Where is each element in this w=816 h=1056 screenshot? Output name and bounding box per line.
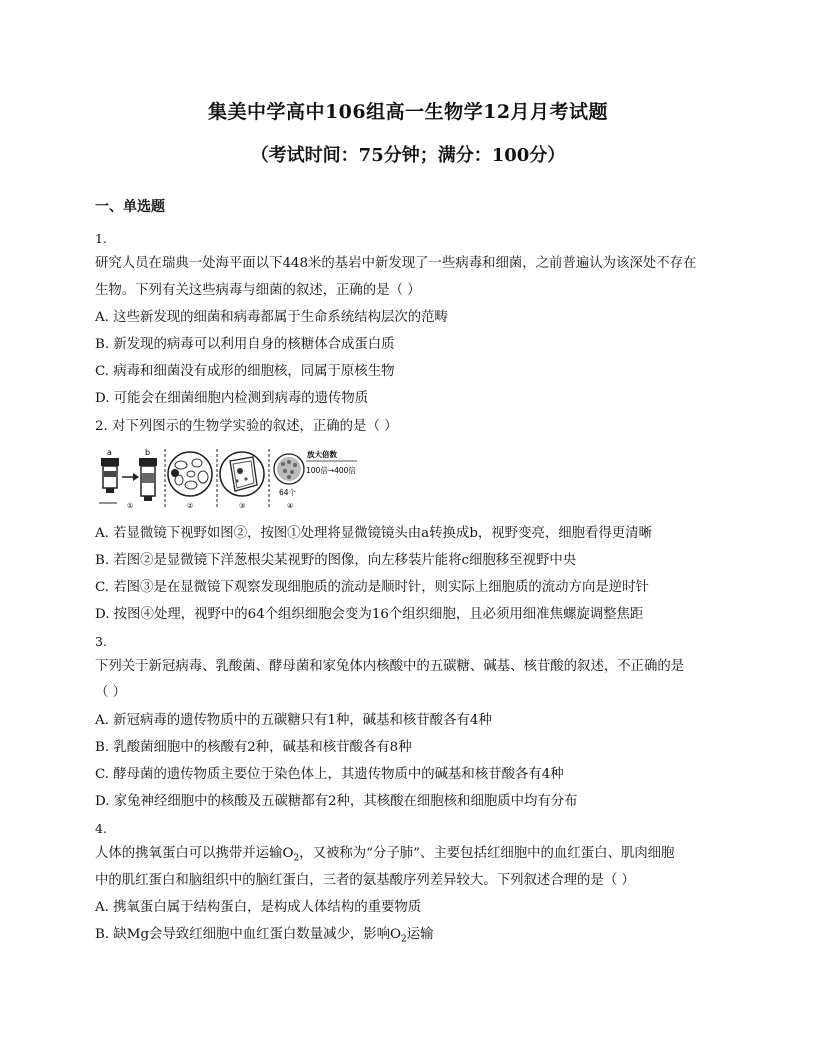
label-b: b [145,448,151,457]
panel-1-number: ① [127,502,134,509]
q1-stem-line1: 研究人员在瑞典一处海平面以下448米的基岩中新发现了一些病毒和细菌，之前普遍认为该深处不存在 [95,256,697,271]
panel-1-lenses [99,448,157,509]
q1-option-d: D. 可能会在细菌细胞内检测到病毒的遗传物质 [95,391,369,406]
panel-4-magnification [274,449,357,509]
panel-2-field [168,452,212,509]
q1-number: 1. [95,231,107,246]
q1-option-a: A. 这些新发现的细菌和病毒都属于生命系统结构层次的范畴 [95,310,448,325]
q1-stem-line2: 生物。下列有关这些病毒与细菌的叙述，正确的是（ ） [95,283,421,298]
q3-option-d: D. 家兔神经细胞中的核酸及五碳糖都有2种，其核酸在细胞核和细胞质中均有分布 [95,794,578,809]
q2-option-c: C. 若图③是在显微镜下观察发现细胞质的流动是顺时针，则实际上细胞质的流动方向是逆时针 [95,580,649,595]
q4-stem-line1-start: 人体的携氧蛋白可以携带并运输O [95,846,294,861]
section-heading: 一、单选题 [95,199,165,215]
q2-option-a: A. 若显微镜下视野如图②，按图①处理将显微镜镜头由a转换成b，视野变亮，细胞看得更清晰 [95,526,652,541]
q2-stem: 2. 对下列图示的生物学实验的叙述，正确的是（ ） [95,419,398,434]
q2-option-b: B. 若图②是显微镜下洋葱根尖某视野的图像，向左移装片能将c细胞移至视野中央 [95,553,577,568]
panel-2-number: ② [187,502,194,509]
exam-title: 集美中学高中106组高一生物学12月月考试题 [207,101,609,123]
q4-option-b-start: B. 缺Mg会导致红细胞中血红蛋白数量减少，影响O [95,927,402,942]
panel-3-cell [220,452,264,509]
q4-option-b [95,926,434,949]
q4-stem-subscript: 2 [293,853,300,864]
q1-option-b: B. 新发现的病毒可以利用自身的核糖体合成蛋白质 [95,337,395,352]
q3-number: 3. [95,634,107,649]
q4-number: 4. [95,821,107,836]
q4-stem-line1-end: ，又被称为“分子肺”、主要包括红细胞中的血红蛋白、肌肉细胞 [299,846,675,861]
q3-option-a: A. 新冠病毒的遗传物质中的五碳糖只有1种，碱基和核苷酸各有4种 [95,713,492,728]
q4-stem-line1 [95,845,674,868]
q3-option-c: C. 酵母菌的遗传物质主要位于染色体上，其遗传物质中的碱基和核苷酸各有4种 [95,767,564,782]
panel-3-number: ③ [239,502,246,509]
magnification-value: 100倍→400倍 [306,466,356,475]
q3-option-b: B. 乳酸菌细胞中的核酸有2种，碱基和核苷酸各有8种 [95,740,412,755]
q3-stem-line2: （ ） [95,685,127,700]
microscope-figure [95,447,365,509]
magnification-title: 放大倍数 [307,450,337,459]
exam-subtitle: （考试时间：75分钟；满分：100分） [250,145,566,166]
q4-option-b-end: 运输 [406,927,434,942]
panel-4-number: ④ [287,502,294,509]
q4-option-b-subscript: 2 [401,934,407,945]
cell-count: 64个 [279,488,297,497]
q4-stem-line2: 中的肌红蛋白和脑组织中的脑红蛋白，三者的氨基酸序列差异较大。下列叙述合理的是（ ） [95,873,635,888]
q3-stem-line1: 下列关于新冠病毒、乳酸菌、酵母菌和家兔体内核酸中的五碳糖、碱基、核苷酸的叙述，不正确的是 [95,659,685,674]
q1-option-c: C. 病毒和细菌没有成形的细胞核，同属于原核生物 [95,364,395,379]
q4-option-a: A. 携氧蛋白属于结构蛋白，是构成人体结构的重要物质 [95,900,422,915]
q2-option-d: D. 按图④处理，视野中的64个组织细胞会变为16个组织细胞，且必须用细准焦螺旋调整焦距 [95,607,644,622]
label-a: a [107,448,112,457]
